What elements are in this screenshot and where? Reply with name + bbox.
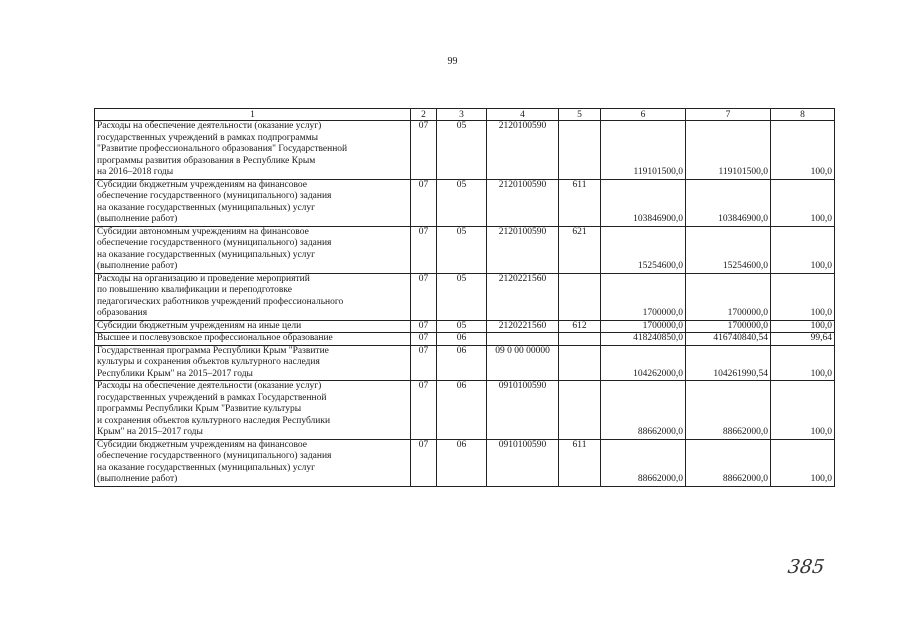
- description-line: культуры и сохранения объектов культурного наследия: [97, 357, 320, 367]
- cell-percent: 100,0: [771, 345, 835, 381]
- description-line: (выполнение работ): [97, 261, 178, 271]
- cell-target-article: 2120100590: [487, 179, 559, 226]
- cell-planned-amount: 88662000,0: [601, 439, 686, 486]
- description-line: "Развитие профессионального образования" Государственной: [97, 144, 348, 154]
- cell-actual-amount: 15254600,0: [686, 226, 771, 273]
- description-line: Расходы на организацию и проведение мероприятий: [97, 273, 310, 284]
- description-line: Республики Крым" на 2015–2017 годы: [97, 368, 253, 379]
- table-header-row: [95, 109, 835, 121]
- cell-target-article: 2120100590: [487, 226, 559, 273]
- cell-percent: 100,0: [771, 273, 835, 320]
- cell-target-article: 2120100590: [487, 121, 559, 180]
- cell-subsection: 06: [437, 345, 487, 381]
- cell-planned-amount: 1700000,0: [601, 273, 686, 320]
- cell-section: 07: [411, 226, 437, 273]
- cell-subsection: 05: [437, 273, 487, 320]
- cell-subsection: 05: [437, 121, 487, 180]
- row-description: [95, 439, 411, 486]
- cell-section: 07: [411, 121, 437, 180]
- row-description: [95, 121, 411, 180]
- cell-subsection: 05: [437, 179, 487, 226]
- column-header-2: 2: [411, 109, 437, 121]
- cell-planned-amount: 15254600,0: [601, 226, 686, 273]
- cell-expense-type: 611: [559, 179, 601, 226]
- cell-planned-amount: 418240850,0: [601, 333, 686, 346]
- table-row: [95, 381, 835, 440]
- cell-subsection: 06: [437, 333, 487, 346]
- description-line: программы развития образования в Республике Крым: [97, 155, 316, 166]
- description-line: государственных учреждений в рамках подпрограммы: [97, 132, 319, 143]
- cell-planned-amount: 103846900,0: [601, 179, 686, 226]
- cell-actual-amount: 88662000,0: [686, 381, 771, 440]
- cell-percent: 100,0: [771, 381, 835, 440]
- column-header-3: 3: [437, 109, 487, 121]
- table-row: [95, 273, 835, 320]
- description-line: на оказание государственных (муниципальных) услуг: [97, 202, 316, 213]
- cell-planned-amount: 1700000,0: [601, 320, 686, 333]
- cell-target-article: 2120221560: [487, 273, 559, 320]
- cell-section: 07: [411, 273, 437, 320]
- cell-section: 07: [411, 345, 437, 381]
- cell-expense-type: [559, 273, 601, 320]
- cell-expense-type: [559, 121, 601, 180]
- cell-target-article: 0910100590: [487, 439, 559, 486]
- cell-expense-type: [559, 381, 601, 440]
- cell-expense-type: 612: [559, 320, 601, 333]
- description-line: Субсидии бюджетным учреждениям на финансовое: [97, 439, 307, 450]
- page-number: 99: [447, 56, 458, 67]
- handwritten-page-number: 385: [786, 556, 826, 578]
- description-line: программы Республики Крым "Развитие культуры: [97, 404, 302, 414]
- cell-target-article: 09 0 00 00000: [487, 345, 559, 381]
- column-header-6: 6: [601, 109, 686, 121]
- description-line: на оказание государственных (муниципальных) услуг: [97, 462, 316, 473]
- description-line: образования: [97, 308, 148, 318]
- cell-actual-amount: 1700000,0: [686, 320, 771, 333]
- column-header-8: 8: [771, 109, 835, 121]
- table-row: [95, 345, 835, 381]
- cell-expense-type: 621: [559, 226, 601, 273]
- cell-actual-amount: 119101500,0: [686, 121, 771, 180]
- table-row: [95, 320, 835, 333]
- row-description: [95, 273, 411, 320]
- row-description: [95, 179, 411, 226]
- description-line: Расходы на обеспечение деятельности (оказание услуг): [97, 121, 322, 131]
- cell-section: 07: [411, 179, 437, 226]
- cell-actual-amount: 103846900,0: [686, 179, 771, 226]
- description-line: (выполнение работ): [97, 474, 178, 484]
- cell-percent: 100,0: [771, 439, 835, 486]
- cell-percent: 100,0: [771, 226, 835, 273]
- cell-actual-amount: 1700000,0: [686, 273, 771, 320]
- description-line: Государственная программа Республики Крым "Развитие: [97, 345, 329, 356]
- cell-section: 07: [411, 439, 437, 486]
- cell-subsection: 06: [437, 381, 487, 440]
- cell-actual-amount: 416740840,54: [686, 333, 771, 346]
- table-row: [95, 226, 835, 273]
- cell-section: 07: [411, 320, 437, 333]
- table-row: [95, 333, 835, 346]
- cell-section: 07: [411, 381, 437, 440]
- cell-planned-amount: 88662000,0: [601, 381, 686, 440]
- cell-planned-amount: 104262000,0: [601, 345, 686, 381]
- description-line: Субсидии автономным учреждениям на финансовое: [97, 226, 309, 237]
- cell-actual-amount: 104261990,54: [686, 345, 771, 381]
- cell-subsection: 06: [437, 439, 487, 486]
- row-description: [95, 381, 411, 440]
- description-line: по повышению квалификации и переподготовке: [97, 285, 293, 295]
- cell-expense-type: 611: [559, 439, 601, 486]
- row-description: [95, 333, 411, 346]
- cell-planned-amount: 119101500,0: [601, 121, 686, 180]
- table-row: [95, 179, 835, 226]
- description-line: Расходы на обеспечение деятельности (оказание услуг): [97, 381, 322, 391]
- cell-expense-type: [559, 333, 601, 346]
- cell-subsection: 05: [437, 226, 487, 273]
- cell-subsection: 05: [437, 320, 487, 333]
- cell-percent: 100,0: [771, 320, 835, 333]
- table-row: [95, 439, 835, 486]
- column-header-5: 5: [559, 109, 601, 121]
- cell-target-article: 2120221560: [487, 320, 559, 333]
- description-line: Субсидии бюджетным учреждениям на иные цели: [97, 320, 302, 331]
- description-line: обеспечение государственного (муниципального) задания: [97, 238, 332, 248]
- cell-percent: 100,0: [771, 179, 835, 226]
- row-description: [95, 345, 411, 381]
- description-line: Крым" на 2015–2017 годы: [97, 427, 203, 437]
- column-header-1: 1: [95, 109, 411, 121]
- cell-section: 07: [411, 333, 437, 346]
- description-line: педагогических работников учреждений профессионального: [97, 296, 344, 307]
- cell-percent: 100,0: [771, 121, 835, 180]
- cell-actual-amount: 88662000,0: [686, 439, 771, 486]
- description-line: государственных учреждений в рамках Государственной: [97, 392, 327, 403]
- description-line: и сохранения объектов культурного наследия Республики: [97, 415, 331, 426]
- description-line: Субсидии бюджетным учреждениям на финансовое: [97, 179, 307, 190]
- cell-expense-type: [559, 345, 601, 381]
- cell-target-article: 0910100590: [487, 381, 559, 440]
- table-row: [95, 121, 835, 180]
- description-line: на 2016–2018 годы: [97, 167, 174, 177]
- description-line: Высшее и послевузовское профессиональное образование: [97, 333, 333, 343]
- row-description: [95, 226, 411, 273]
- budget-table: [94, 108, 835, 487]
- description-line: на оказание государственных (муниципальных) услуг: [97, 249, 316, 260]
- description-line: обеспечение государственного (муниципального) задания: [97, 191, 332, 201]
- cell-percent: 99,64: [771, 333, 835, 346]
- column-header-4: 4: [487, 109, 559, 121]
- row-description: [95, 320, 411, 333]
- column-header-7: 7: [686, 109, 771, 121]
- cell-target-article: [487, 333, 559, 346]
- description-line: (выполнение работ): [97, 214, 178, 224]
- description-line: обеспечение государственного (муниципального) задания: [97, 451, 332, 461]
